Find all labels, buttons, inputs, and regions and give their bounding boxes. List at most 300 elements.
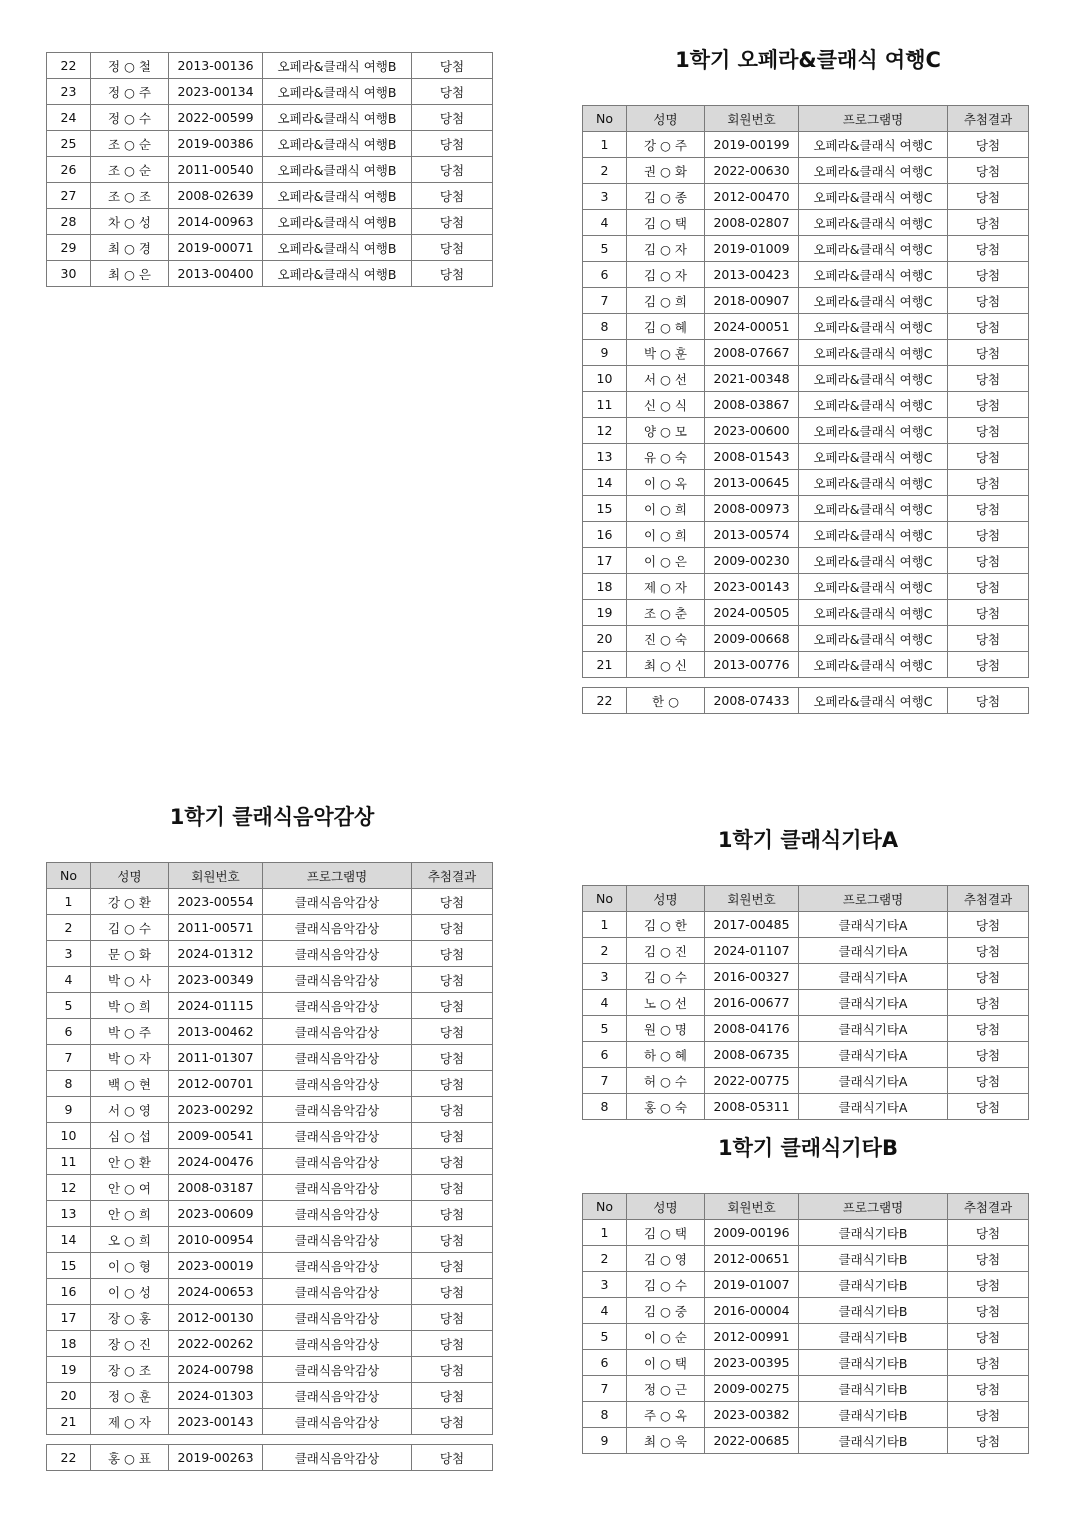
- table-row: [583, 1042, 1029, 1068]
- cell-no: 3: [47, 941, 91, 967]
- cell-member-id: 2022-00630: [705, 158, 799, 184]
- cell-member-id: 2019-00263: [169, 1445, 263, 1471]
- table-row: [47, 993, 493, 1019]
- cell-program: 클래식기타A: [799, 1042, 948, 1068]
- cell-no: 23: [47, 79, 91, 105]
- cell-no: 14: [47, 1227, 91, 1253]
- cell-result: 당첨: [412, 1149, 493, 1175]
- cell-name: 김 ○ 진: [627, 938, 705, 964]
- cell-program: 클래식기타B: [799, 1324, 948, 1350]
- table-row: [47, 53, 493, 79]
- table-row: [583, 1376, 1029, 1402]
- table-row: [47, 1227, 493, 1253]
- cell-member-id: 2013-00462: [169, 1019, 263, 1045]
- cell-no: 24: [47, 105, 91, 131]
- cell-program: 오페라&클래식 여행C: [799, 366, 948, 392]
- cell-no: 16: [47, 1279, 91, 1305]
- cell-program: 오페라&클래식 여행C: [799, 210, 948, 236]
- table-row: [583, 1428, 1029, 1454]
- cell-name: 안 ○ 희: [91, 1201, 169, 1227]
- cell-result: 당첨: [948, 600, 1029, 626]
- cell-no: 2: [583, 938, 627, 964]
- column-header: 추첨결과: [948, 1194, 1029, 1220]
- cell-program: 클래식기타B: [799, 1246, 948, 1272]
- cell-no: 15: [583, 496, 627, 522]
- cell-program: 클래식음악감상: [263, 1305, 412, 1331]
- table-row: [583, 548, 1029, 574]
- cell-no: 1: [583, 1220, 627, 1246]
- cell-no: 5: [47, 993, 91, 1019]
- cell-result: 당첨: [948, 470, 1029, 496]
- cell-result: 당첨: [412, 1201, 493, 1227]
- cell-program: 클래식음악감상: [263, 1019, 412, 1045]
- cell-result: 당첨: [948, 964, 1029, 990]
- cell-name: 김 ○ 희: [627, 288, 705, 314]
- cell-program: 클래식음악감상: [263, 1045, 412, 1071]
- cell-no: 6: [583, 262, 627, 288]
- cell-result: 당첨: [948, 1428, 1029, 1454]
- cell-member-id: 2023-00349: [169, 967, 263, 993]
- cell-member-id: 2008-07433: [705, 688, 799, 714]
- cell-program: 오페라&클래식 여행B: [263, 131, 412, 157]
- cell-member-id: 2008-02639: [169, 183, 263, 209]
- cell-no: 7: [583, 288, 627, 314]
- cell-program: 클래식기타A: [799, 1016, 948, 1042]
- cell-member-id: 2016-00327: [705, 964, 799, 990]
- table-row: [583, 688, 1029, 714]
- cell-no: 25: [47, 131, 91, 157]
- cell-member-id: 2008-00973: [705, 496, 799, 522]
- table-row: [47, 261, 493, 287]
- cell-name: 이 ○ 옥: [627, 470, 705, 496]
- cell-result: 당첨: [948, 912, 1029, 938]
- cell-program: 클래식음악감상: [263, 1445, 412, 1471]
- cell-program: 오페라&클래식 여행C: [799, 262, 948, 288]
- cell-program: 오페라&클래식 여행C: [799, 132, 948, 158]
- cell-name: 김 ○ 수: [627, 1272, 705, 1298]
- cell-no: 6: [47, 1019, 91, 1045]
- cell-name: 원 ○ 명: [627, 1016, 705, 1042]
- cell-member-id: 2019-00199: [705, 132, 799, 158]
- cell-no: 4: [583, 1298, 627, 1324]
- cell-no: 19: [583, 600, 627, 626]
- cell-no: 9: [583, 340, 627, 366]
- cell-name: 차 ○ 성: [91, 209, 169, 235]
- cell-member-id: 2023-00554: [169, 889, 263, 915]
- cell-result: 당첨: [948, 522, 1029, 548]
- table-row: [583, 262, 1029, 288]
- lottery-table: [582, 885, 1029, 1120]
- cell-no: 4: [583, 210, 627, 236]
- cell-name: 한 ○: [627, 688, 705, 714]
- cell-result: 당첨: [948, 496, 1029, 522]
- table-row: [47, 1071, 493, 1097]
- cell-no: 3: [583, 964, 627, 990]
- cell-name: 이 ○ 순: [627, 1324, 705, 1350]
- cell-no: 5: [583, 1016, 627, 1042]
- column-header: 회원번호: [705, 1194, 799, 1220]
- cell-result: 당첨: [948, 1324, 1029, 1350]
- cell-program: 클래식기타B: [799, 1298, 948, 1324]
- table-row: [47, 1045, 493, 1071]
- cell-no: 8: [583, 1402, 627, 1428]
- table-guitar-a: [582, 885, 1029, 1120]
- cell-program: 오페라&클래식 여행B: [263, 235, 412, 261]
- cell-member-id: 2012-00130: [169, 1305, 263, 1331]
- table-row: [583, 470, 1029, 496]
- cell-result: 당첨: [412, 993, 493, 1019]
- cell-no: 17: [47, 1305, 91, 1331]
- cell-member-id: 2021-00348: [705, 366, 799, 392]
- cell-member-id: 2024-01303: [169, 1383, 263, 1409]
- table-row: [583, 314, 1029, 340]
- cell-result: 당첨: [412, 967, 493, 993]
- cell-member-id: 2009-00230: [705, 548, 799, 574]
- table-row: [47, 209, 493, 235]
- column-header: 프로그램명: [799, 886, 948, 912]
- cell-name: 박 ○ 희: [91, 993, 169, 1019]
- cell-no: 21: [47, 1409, 91, 1435]
- column-header: No: [583, 886, 627, 912]
- cell-no: 19: [47, 1357, 91, 1383]
- cell-name: 김 ○ 자: [627, 262, 705, 288]
- cell-program: 오페라&클래식 여행B: [263, 105, 412, 131]
- cell-name: 김 ○ 종: [627, 184, 705, 210]
- cell-result: 당첨: [412, 1331, 493, 1357]
- cell-no: 9: [583, 1428, 627, 1454]
- cell-program: 클래식기타B: [799, 1402, 948, 1428]
- cell-member-id: 2008-03187: [169, 1175, 263, 1201]
- cell-program: 클래식음악감상: [263, 1279, 412, 1305]
- cell-name: 권 ○ 화: [627, 158, 705, 184]
- cell-member-id: 2008-07667: [705, 340, 799, 366]
- cell-no: 2: [583, 158, 627, 184]
- cell-no: 6: [583, 1042, 627, 1068]
- title-guitar-b: 1학기 클래식기타B: [718, 1136, 898, 1160]
- cell-program: 오페라&클래식 여행C: [799, 314, 948, 340]
- cell-result: 당첨: [948, 1042, 1029, 1068]
- column-header: No: [583, 1194, 627, 1220]
- cell-program: 클래식기타B: [799, 1350, 948, 1376]
- cell-result: 당첨: [948, 340, 1029, 366]
- cell-member-id: 2013-00136: [169, 53, 263, 79]
- table-row: [583, 652, 1029, 678]
- cell-member-id: 2023-00143: [705, 574, 799, 600]
- column-header: 성명: [627, 106, 705, 132]
- cell-member-id: 2022-00775: [705, 1068, 799, 1094]
- cell-no: 18: [47, 1331, 91, 1357]
- cell-member-id: 2009-00196: [705, 1220, 799, 1246]
- table-row: [47, 1331, 493, 1357]
- cell-member-id: 2023-00609: [169, 1201, 263, 1227]
- cell-member-id: 2024-01312: [169, 941, 263, 967]
- cell-name: 장 ○ 조: [91, 1357, 169, 1383]
- table-row: [47, 1019, 493, 1045]
- table-row: [583, 1016, 1029, 1042]
- cell-no: 14: [583, 470, 627, 496]
- cell-no: 1: [47, 889, 91, 915]
- cell-no: 1: [583, 132, 627, 158]
- table-row: [583, 964, 1029, 990]
- cell-result: 당첨: [948, 288, 1029, 314]
- column-header: 회원번호: [705, 106, 799, 132]
- cell-result: 당첨: [948, 1016, 1029, 1042]
- table-row: [583, 1350, 1029, 1376]
- cell-name: 김 ○ 한: [627, 912, 705, 938]
- cell-member-id: 2012-00701: [169, 1071, 263, 1097]
- cell-name: 장 ○ 진: [91, 1331, 169, 1357]
- cell-result: 당첨: [412, 1357, 493, 1383]
- cell-result: 당첨: [948, 626, 1029, 652]
- table-row: [583, 990, 1029, 1016]
- cell-no: 7: [583, 1068, 627, 1094]
- cell-member-id: 2012-00470: [705, 184, 799, 210]
- table-row: [47, 1279, 493, 1305]
- table-row: [47, 157, 493, 183]
- cell-program: 오페라&클래식 여행C: [799, 626, 948, 652]
- cell-name: 서 ○ 영: [91, 1097, 169, 1123]
- cell-result: 당첨: [412, 105, 493, 131]
- table-header-row: [47, 863, 493, 889]
- cell-program: 오페라&클래식 여행C: [799, 574, 948, 600]
- cell-result: 당첨: [412, 1097, 493, 1123]
- cell-name: 이 ○ 성: [91, 1279, 169, 1305]
- table-row: [583, 522, 1029, 548]
- cell-member-id: 2008-03867: [705, 392, 799, 418]
- cell-no: 30: [47, 261, 91, 287]
- table-row: [47, 79, 493, 105]
- cell-program: 클래식음악감상: [263, 1227, 412, 1253]
- cell-program: 클래식음악감상: [263, 1149, 412, 1175]
- row-gap: [583, 678, 1029, 688]
- cell-name: 문 ○ 화: [91, 941, 169, 967]
- cell-member-id: 2012-00991: [705, 1324, 799, 1350]
- cell-member-id: 2024-00653: [169, 1279, 263, 1305]
- cell-no: 5: [583, 1324, 627, 1350]
- table-row: [47, 1383, 493, 1409]
- cell-result: 당첨: [412, 1045, 493, 1071]
- column-header: 프로그램명: [799, 106, 948, 132]
- cell-name: 정 ○ 훈: [91, 1383, 169, 1409]
- lottery-table: [46, 862, 493, 1471]
- cell-result: 당첨: [412, 915, 493, 941]
- cell-result: 당첨: [412, 209, 493, 235]
- cell-no: 17: [583, 548, 627, 574]
- cell-program: 오페라&클래식 여행B: [263, 53, 412, 79]
- cell-name: 최 ○ 은: [91, 261, 169, 287]
- lottery-table: [582, 1193, 1029, 1454]
- cell-member-id: 2024-00505: [705, 600, 799, 626]
- cell-name: 조 ○ 순: [91, 131, 169, 157]
- table-classic-music: [46, 862, 493, 1471]
- cell-member-id: 2016-00677: [705, 990, 799, 1016]
- column-header: 추첨결과: [948, 886, 1029, 912]
- table-row: [583, 132, 1029, 158]
- cell-result: 당첨: [948, 1246, 1029, 1272]
- cell-member-id: 2024-00476: [169, 1149, 263, 1175]
- cell-name: 제 ○ 자: [91, 1409, 169, 1435]
- cell-program: 클래식음악감상: [263, 1357, 412, 1383]
- cell-member-id: 2024-00798: [169, 1357, 263, 1383]
- table-row: [583, 1402, 1029, 1428]
- cell-result: 당첨: [412, 1383, 493, 1409]
- cell-program: 오페라&클래식 여행C: [799, 522, 948, 548]
- table-row: [583, 158, 1029, 184]
- cell-result: 당첨: [948, 1272, 1029, 1298]
- cell-member-id: 2023-00382: [705, 1402, 799, 1428]
- cell-member-id: 2014-00963: [169, 209, 263, 235]
- cell-name: 허 ○ 수: [627, 1068, 705, 1094]
- title-opera-c: 1학기 오페라&클래식 여행C: [675, 48, 941, 72]
- cell-name: 오 ○ 희: [91, 1227, 169, 1253]
- lottery-table: [46, 52, 493, 287]
- cell-result: 당첨: [948, 1350, 1029, 1376]
- cell-member-id: 2013-00400: [169, 261, 263, 287]
- table-header-row: [583, 886, 1029, 912]
- row-gap: [47, 1435, 493, 1445]
- column-header: 추첨결과: [412, 863, 493, 889]
- cell-program: 오페라&클래식 여행C: [799, 418, 948, 444]
- cell-name: 노 ○ 선: [627, 990, 705, 1016]
- cell-result: 당첨: [412, 1445, 493, 1471]
- cell-member-id: 2013-00645: [705, 470, 799, 496]
- cell-program: 클래식음악감상: [263, 1175, 412, 1201]
- column-header: 프로그램명: [799, 1194, 948, 1220]
- cell-name: 이 ○ 형: [91, 1253, 169, 1279]
- cell-result: 당첨: [412, 1019, 493, 1045]
- cell-program: 클래식기타A: [799, 912, 948, 938]
- table-row: [47, 1123, 493, 1149]
- cell-member-id: 2022-00685: [705, 1428, 799, 1454]
- cell-no: 22: [583, 688, 627, 714]
- cell-result: 당첨: [412, 1227, 493, 1253]
- cell-result: 당첨: [948, 314, 1029, 340]
- cell-program: 오페라&클래식 여행C: [799, 184, 948, 210]
- cell-name: 김 ○ 수: [627, 964, 705, 990]
- cell-member-id: 2013-00423: [705, 262, 799, 288]
- cell-no: 7: [583, 1376, 627, 1402]
- table-header-row: [583, 106, 1029, 132]
- cell-member-id: 2019-01009: [705, 236, 799, 262]
- table-row: [583, 1272, 1029, 1298]
- cell-result: 당첨: [412, 1253, 493, 1279]
- table-row: [583, 340, 1029, 366]
- cell-program: 오페라&클래식 여행C: [799, 158, 948, 184]
- cell-name: 이 ○ 택: [627, 1350, 705, 1376]
- cell-member-id: 2022-00599: [169, 105, 263, 131]
- cell-member-id: 2009-00668: [705, 626, 799, 652]
- lottery-table: [582, 105, 1029, 714]
- cell-member-id: 2009-00275: [705, 1376, 799, 1402]
- cell-no: 21: [583, 652, 627, 678]
- table-guitar-b: [582, 1193, 1029, 1454]
- cell-program: 클래식기타A: [799, 1068, 948, 1094]
- cell-name: 강 ○ 주: [627, 132, 705, 158]
- cell-member-id: 2013-00776: [705, 652, 799, 678]
- cell-no: 13: [47, 1201, 91, 1227]
- table-row: [583, 236, 1029, 262]
- table-row: [47, 131, 493, 157]
- cell-member-id: 2023-00134: [169, 79, 263, 105]
- column-header: No: [47, 863, 91, 889]
- table-row: [583, 418, 1029, 444]
- cell-result: 당첨: [412, 941, 493, 967]
- cell-program: 오페라&클래식 여행C: [799, 600, 948, 626]
- cell-member-id: 2019-00386: [169, 131, 263, 157]
- cell-program: 클래식음악감상: [263, 1097, 412, 1123]
- cell-result: 당첨: [412, 79, 493, 105]
- cell-result: 당첨: [412, 235, 493, 261]
- cell-member-id: 2017-00485: [705, 912, 799, 938]
- cell-result: 당첨: [948, 444, 1029, 470]
- table-header-row: [583, 1194, 1029, 1220]
- cell-program: 오페라&클래식 여행C: [799, 392, 948, 418]
- cell-program: 클래식음악감상: [263, 1071, 412, 1097]
- cell-name: 김 ○ 영: [627, 1246, 705, 1272]
- cell-result: 당첨: [948, 652, 1029, 678]
- cell-no: 22: [47, 1445, 91, 1471]
- cell-name: 이 ○ 희: [627, 496, 705, 522]
- cell-no: 10: [47, 1123, 91, 1149]
- cell-program: 오페라&클래식 여행C: [799, 236, 948, 262]
- table-row: [47, 1253, 493, 1279]
- column-header: 회원번호: [169, 863, 263, 889]
- table-row: [583, 1220, 1029, 1246]
- cell-result: 당첨: [412, 1409, 493, 1435]
- cell-name: 주 ○ 옥: [627, 1402, 705, 1428]
- table-row: [583, 1246, 1029, 1272]
- cell-program: 오페라&클래식 여행C: [799, 548, 948, 574]
- cell-no: 8: [583, 1094, 627, 1120]
- cell-no: 13: [583, 444, 627, 470]
- cell-name: 박 ○ 훈: [627, 340, 705, 366]
- cell-name: 조 ○ 순: [91, 157, 169, 183]
- cell-result: 당첨: [948, 1220, 1029, 1246]
- cell-no: 26: [47, 157, 91, 183]
- cell-member-id: 2008-02807: [705, 210, 799, 236]
- cell-member-id: 2008-04176: [705, 1016, 799, 1042]
- cell-name: 제 ○ 자: [627, 574, 705, 600]
- column-header: 프로그램명: [263, 863, 412, 889]
- cell-no: 9: [47, 1097, 91, 1123]
- cell-result: 당첨: [412, 1123, 493, 1149]
- cell-result: 당첨: [948, 262, 1029, 288]
- cell-name: 서 ○ 선: [627, 366, 705, 392]
- cell-result: 당첨: [948, 1068, 1029, 1094]
- cell-no: 4: [47, 967, 91, 993]
- cell-no: 29: [47, 235, 91, 261]
- cell-result: 당첨: [948, 1402, 1029, 1428]
- cell-name: 정 ○ 철: [91, 53, 169, 79]
- cell-program: 클래식음악감상: [263, 1331, 412, 1357]
- cell-member-id: 2008-01543: [705, 444, 799, 470]
- table-row: [47, 1409, 493, 1435]
- column-header: No: [583, 106, 627, 132]
- cell-name: 최 ○ 욱: [627, 1428, 705, 1454]
- cell-name: 유 ○ 숙: [627, 444, 705, 470]
- table-row: [47, 235, 493, 261]
- cell-member-id: 2010-00954: [169, 1227, 263, 1253]
- table-row: [583, 184, 1029, 210]
- cell-member-id: 2023-00600: [705, 418, 799, 444]
- cell-no: 16: [583, 522, 627, 548]
- cell-name: 홍 ○ 숙: [627, 1094, 705, 1120]
- cell-name: 정 ○ 주: [91, 79, 169, 105]
- cell-result: 당첨: [948, 990, 1029, 1016]
- table-row: [583, 912, 1029, 938]
- table-row: [47, 915, 493, 941]
- table-row: [47, 889, 493, 915]
